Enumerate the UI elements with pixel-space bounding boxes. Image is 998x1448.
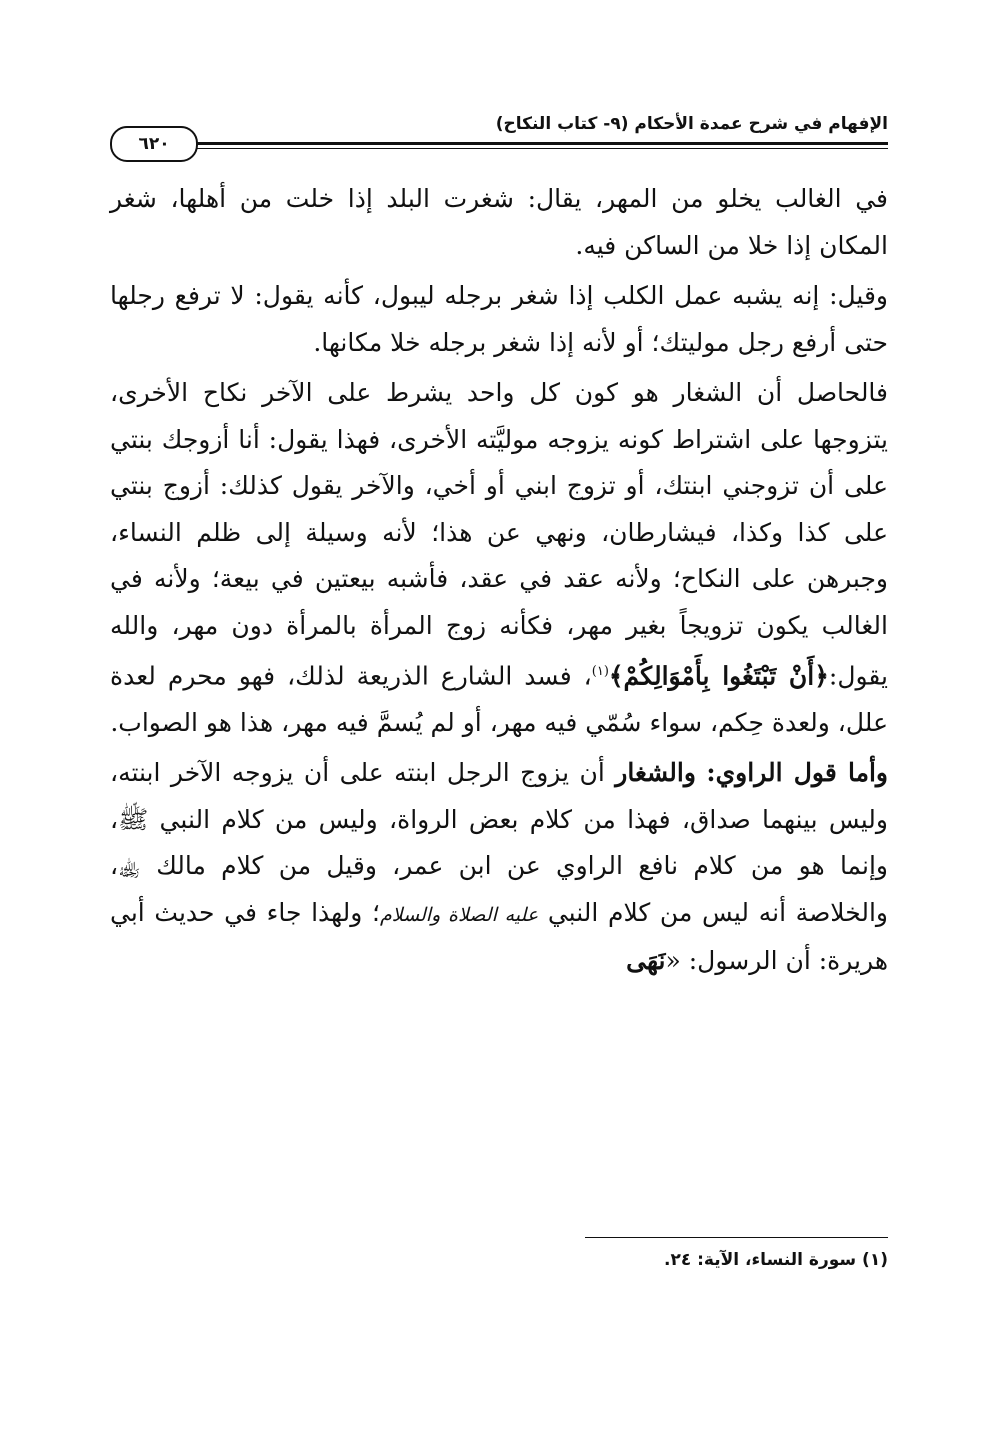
running-title: الإفهام في شرح عمدة الأحكام (٩- كتاب النكاح) [495, 114, 888, 134]
paragraph-2: وقيل: إنه يشبه عمل الكلب إذا شغر برجله ليبول، كأنه يقول: لا ترفع رجلها حتى أرفع رجل موليتك؛ أو لأنه إذا شغر برجله خلا مكانها. [110, 281, 888, 357]
page-number: ٦٢٠ [110, 126, 198, 162]
main-text [110, 176, 888, 985]
header-rule-thin [196, 148, 888, 149]
paragraph-3-text-a: فالحاصل أن الشغار هو كون كل واحد يشرط على الآخر نكاح الأخرى، يتزوجها على اشتراط كونه يزوجه موليَّته الأخرى، فهذا يقول: أنا أزوجك بنتي على أن تزوجني ابنتك، أو تزوج ابني أو أخي، والآخر يقول كذلك: أزوج بنتي على كذا وكذا، فيشارطان، ونهي عن هذا؛ لأنه وسيلة إلى ظلم النساء، وجبرهن على النكاح؛ ولأنه عقد في عقد، فأشبه بيعتين في بيعة؛ ولأنه في الغالب يكون تزويجاً بغير مهر، فكأنه زوج المرأة بالمرأة دون مهر، والله يقول: [110, 378, 888, 691]
paragraph-3-text-b: ، فسد الشارع الذريعة لذلك، فهو محرم لعدة علل، ولعدة حِكم، سواء سُمّي فيه مهر، أو لم يُسمَّ فيه مهر، هذا هو الصواب. [110, 661, 888, 737]
footnote-ref[interactable]: (١) [591, 664, 609, 679]
paragraph-3 [110, 370, 888, 746]
paragraph-4-text-b: ؛ ولهذا جاء في حديث أبي هريرة: أن الرسول: « [110, 897, 888, 976]
paragraph-4 [110, 750, 888, 985]
paragraph-1: في الغالب يخلو من المهر، يقال: شغرت البلد إذا خلت من أهلها، شغر المكان إذا خلا من الساكن فيه. [110, 184, 888, 260]
quran-verse: ﴿أَنْ تَبْتَغُوا بِأَمْوَالِكُمْ﴾ [608, 661, 829, 691]
header-rule [196, 142, 888, 145]
paragraph-4-text-a: أن يزوج الرجل ابنته على أن يزوجه الآخر ابنته، وليس بينهما صداق، فهذا من كلام بعض الرواة، وليس من كلام النبي ﷺ، وإنما هو من كلام نافع الراوي عن ابن عمر، وقيل من كلام مالك ﵀، والخلاصة أنه ليس من كلام النبي [110, 758, 888, 927]
footnote-separator [585, 1237, 888, 1238]
paragraph-4-term: والشغار [615, 758, 696, 788]
footnote: (١) سورة النساء، الآية: ٢٤. [663, 1250, 888, 1270]
running-header [110, 108, 888, 158]
paragraph-4-end: نَهَى [626, 946, 666, 976]
salutation: عليه الصلاة والسلام [379, 903, 539, 926]
paragraph-4-lead: وأما قول الراوي: [706, 758, 888, 788]
